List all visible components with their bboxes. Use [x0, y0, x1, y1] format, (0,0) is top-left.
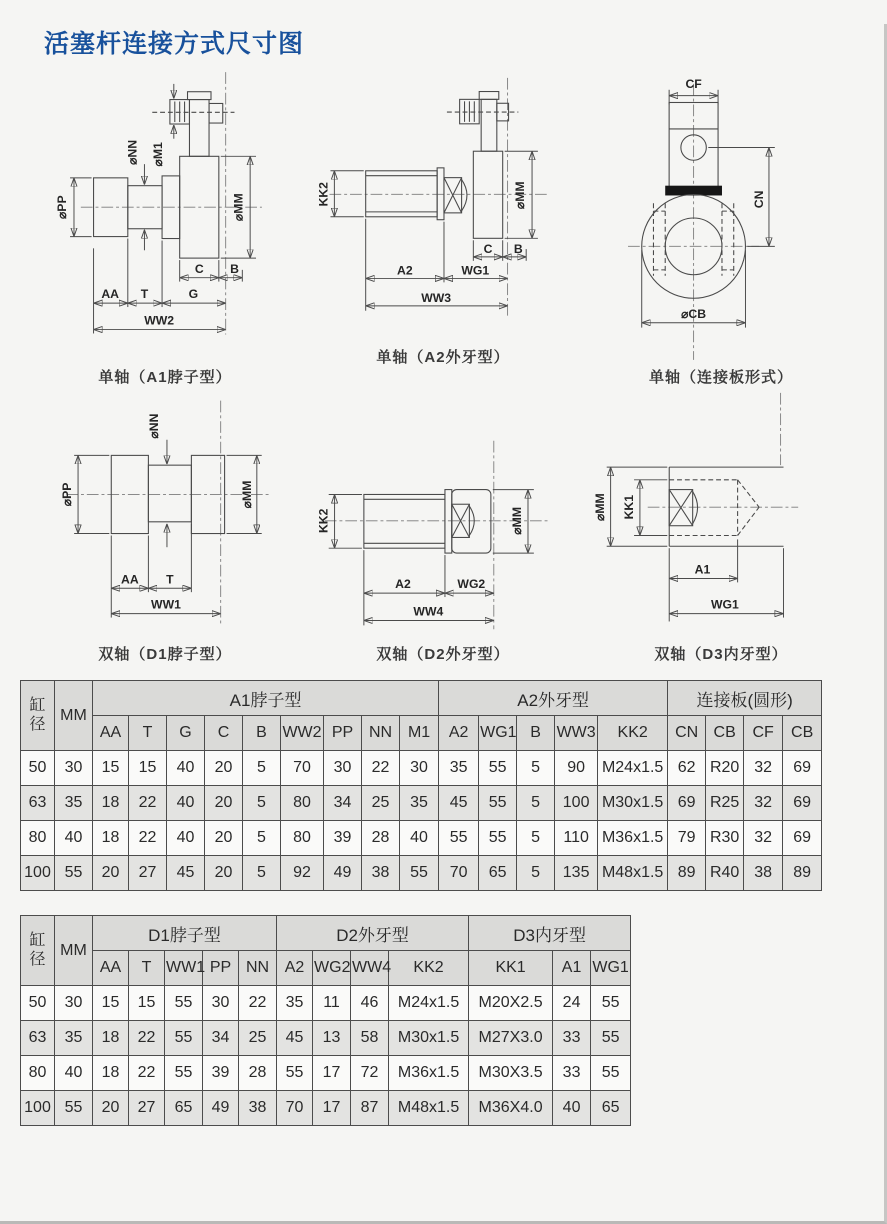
dim-label-mm: ⌀MM — [231, 193, 246, 222]
table-cell: 89 — [783, 856, 822, 891]
table-cell: 30 — [55, 751, 93, 786]
table-cell: 45 — [439, 786, 479, 821]
table-cell: 33 — [553, 1021, 591, 1056]
table-cell: 45 — [277, 1021, 313, 1056]
table-cell: 80 — [281, 821, 324, 856]
dim-label-nn: ⌀NN — [147, 413, 162, 439]
table-cell: 69 — [783, 821, 822, 856]
diagram-double-d3-internal — [582, 387, 860, 664]
column-header: CN — [668, 716, 706, 751]
table-cell: M36x1.5 — [389, 1056, 469, 1091]
table-cell: M36x1.5 — [598, 821, 668, 856]
table-cell: 5 — [243, 786, 281, 821]
dim-label-mm: ⌀MM — [513, 181, 528, 210]
group-header: D3内牙型 — [469, 916, 631, 951]
table-cell: M20X2.5 — [469, 986, 553, 1021]
table-cell: 55 — [400, 856, 439, 891]
dim-label-cf: CF — [685, 76, 702, 91]
column-header: KK1 — [469, 951, 553, 986]
table-cell: 32 — [744, 786, 783, 821]
dimension-table-double-shaft — [20, 915, 631, 1126]
table-cell: 13 — [313, 1021, 351, 1056]
table-cell: M24x1.5 — [598, 751, 668, 786]
dim-label-wg1: WG1 — [461, 263, 490, 278]
column-header: NN — [239, 951, 277, 986]
table-cell: 80 — [281, 786, 324, 821]
table-cell: 65 — [591, 1091, 631, 1126]
table-cell: 5 — [243, 751, 281, 786]
dim-label-pp: ⌀PP — [60, 482, 75, 507]
table-cell: 20 — [205, 786, 243, 821]
table-cell: 5 — [517, 856, 555, 891]
column-header: PP — [203, 951, 239, 986]
group-header: 连接板(圆形) — [668, 681, 822, 716]
dim-label-ww4: WW4 — [413, 604, 444, 619]
dim-label-kk1: KK1 — [622, 494, 637, 520]
table-cell: M48x1.5 — [389, 1091, 469, 1126]
column-header: WG2 — [313, 951, 351, 986]
table-cell: 34 — [324, 786, 362, 821]
column-header: A1 — [553, 951, 591, 986]
table-row — [21, 856, 822, 891]
table-body — [21, 751, 822, 891]
column-header: AA — [93, 951, 129, 986]
table-cell: 17 — [313, 1056, 351, 1091]
column-header: C — [205, 716, 243, 751]
table-cell: 135 — [555, 856, 598, 891]
diagram-double-d1-neck — [26, 387, 304, 664]
table-cell: 5 — [243, 821, 281, 856]
dim-label-a1: A1 — [694, 562, 711, 577]
table-row — [21, 786, 822, 821]
diagram-caption: 双轴（D1脖子型） — [98, 646, 232, 663]
dim-label-aa: AA — [121, 572, 139, 587]
table-cell: 38 — [744, 856, 783, 891]
table-cell: 55 — [591, 1056, 631, 1091]
table-cell: M30X3.5 — [469, 1056, 553, 1091]
group-header: D1脖子型 — [93, 916, 277, 951]
diagram-single-a1-neck — [26, 70, 304, 387]
table-cell: 55 — [165, 1021, 203, 1056]
table-cell: 63 — [21, 786, 55, 821]
diagram-caption: 双轴（D3内牙型） — [654, 646, 788, 663]
column-header: WW1 — [165, 951, 203, 986]
header-bore-diameter: 缸径 — [21, 681, 55, 751]
column-header: CF — [744, 716, 783, 751]
column-header: T — [129, 716, 167, 751]
table-cell: 46 — [351, 986, 389, 1021]
table-cell: 20 — [93, 856, 129, 891]
dim-label-ww1: WW1 — [151, 597, 181, 612]
table-cell: 27 — [129, 1091, 165, 1126]
table-cell: 15 — [129, 986, 165, 1021]
column-header: KK2 — [389, 951, 469, 986]
technical-drawing-a2 — [305, 70, 581, 344]
column-header: B — [517, 716, 555, 751]
table-cell: 22 — [129, 1021, 165, 1056]
column-header: WW3 — [555, 716, 598, 751]
table-cell: 18 — [93, 821, 129, 856]
table-cell: M30x1.5 — [389, 1021, 469, 1056]
page-title: 活塞杆连接方式尺寸图 — [44, 30, 305, 58]
dim-label-kk2: KK2 — [316, 182, 331, 207]
column-header: CB — [706, 716, 744, 751]
table-cell: 24 — [553, 986, 591, 1021]
table-cell: 22 — [362, 751, 400, 786]
table-cell: M30x1.5 — [598, 786, 668, 821]
table-cell: 22 — [129, 786, 167, 821]
dim-label-wg2: WG2 — [457, 577, 486, 592]
table-cell: R25 — [706, 786, 744, 821]
table-cell: M27X3.0 — [469, 1021, 553, 1056]
group-header: A1脖子型 — [93, 681, 439, 716]
header-mm: MM — [55, 916, 93, 986]
table-cell: 55 — [55, 856, 93, 891]
diagram-grid — [26, 70, 860, 664]
dim-label-b: B — [230, 261, 239, 276]
dimension-table-single-shaft — [20, 680, 822, 891]
table-cell: 55 — [55, 1091, 93, 1126]
table-cell: 5 — [517, 786, 555, 821]
diagram-caption: 单轴（A1脖子型） — [98, 369, 232, 386]
table-body — [21, 986, 631, 1126]
diagram-caption: 单轴（A2外牙型） — [376, 349, 510, 366]
table-cell: 80 — [21, 1056, 55, 1091]
table-cell: 35 — [400, 786, 439, 821]
dim-label-b: B — [513, 241, 523, 256]
table-cell: 15 — [93, 986, 129, 1021]
table-cell: M48x1.5 — [598, 856, 668, 891]
dim-label-c: C — [483, 241, 493, 256]
table-cell: 39 — [203, 1056, 239, 1091]
column-header: B — [243, 716, 281, 751]
column-header: WW2 — [281, 716, 324, 751]
table-cell: 72 — [351, 1056, 389, 1091]
table-cell: 70 — [277, 1091, 313, 1126]
column-header: KK2 — [598, 716, 668, 751]
table-cell: 79 — [668, 821, 706, 856]
table-cell: 28 — [362, 821, 400, 856]
column-header: WG1 — [479, 716, 517, 751]
column-header: NN — [362, 716, 400, 751]
table-cell: 69 — [783, 751, 822, 786]
table-cell: R20 — [706, 751, 744, 786]
diagram-single-plate — [582, 70, 860, 387]
table-cell: 100 — [21, 1091, 55, 1126]
dim-label-mm: ⌀MM — [592, 493, 607, 522]
dim-label-kk2: KK2 — [316, 508, 331, 534]
dim-label-wg1: WG1 — [711, 597, 739, 612]
column-header: CB — [783, 716, 822, 751]
table-cell: 55 — [591, 1021, 631, 1056]
table-row — [21, 986, 631, 1021]
table-cell: 28 — [239, 1056, 277, 1091]
table-cell: 50 — [21, 751, 55, 786]
table-cell: 30 — [55, 986, 93, 1021]
table-cell: 89 — [668, 856, 706, 891]
table-cell: 5 — [243, 856, 281, 891]
table-cell: 15 — [93, 751, 129, 786]
table-cell: 18 — [93, 786, 129, 821]
dim-label-m1: ⌀M1 — [151, 142, 166, 167]
table-row — [21, 751, 822, 786]
table-cell: 30 — [400, 751, 439, 786]
diagram-caption: 双轴（D2外牙型） — [376, 646, 510, 663]
table-cell: 49 — [203, 1091, 239, 1126]
technical-drawing-plate — [583, 70, 859, 364]
group-header: D2外牙型 — [277, 916, 469, 951]
column-header: PP — [324, 716, 362, 751]
table-cell: 35 — [277, 986, 313, 1021]
table-cell: 40 — [167, 786, 205, 821]
table-cell: 90 — [555, 751, 598, 786]
header-mm: MM — [55, 681, 93, 751]
table-cell: 62 — [668, 751, 706, 786]
table-cell: 100 — [21, 856, 55, 891]
table-cell: 69 — [668, 786, 706, 821]
column-header: WG1 — [591, 951, 631, 986]
dim-label-c: C — [194, 261, 204, 276]
table-cell: 65 — [479, 856, 517, 891]
table-cell: 92 — [281, 856, 324, 891]
technical-drawing-d1 — [27, 387, 303, 641]
dim-label-mm: ⌀MM — [239, 480, 254, 509]
column-header: T — [129, 951, 165, 986]
table-row — [21, 1091, 631, 1126]
table-cell: 40 — [167, 751, 205, 786]
table-cell: 38 — [239, 1091, 277, 1126]
table-cell: 55 — [591, 986, 631, 1021]
dim-label-aa: AA — [101, 287, 120, 302]
dim-label-a2: A2 — [397, 263, 413, 278]
table-cell: 20 — [93, 1091, 129, 1126]
table-cell: 55 — [479, 786, 517, 821]
dim-label-ww2: WW2 — [144, 313, 175, 328]
table-cell: 55 — [479, 751, 517, 786]
column-header: G — [167, 716, 205, 751]
dim-label-cn: CN — [752, 190, 767, 209]
column-header: A2 — [277, 951, 313, 986]
table-cell: R30 — [706, 821, 744, 856]
table-cell: 40 — [167, 821, 205, 856]
table-cell: 40 — [55, 1056, 93, 1091]
table-cell: 55 — [439, 821, 479, 856]
table-cell: 15 — [129, 751, 167, 786]
table-cell: 32 — [744, 821, 783, 856]
column-header: A2 — [439, 716, 479, 751]
diagram-caption: 单轴（连接板形式） — [648, 369, 793, 386]
table-cell: 20 — [205, 821, 243, 856]
table-cell: M36X4.0 — [469, 1091, 553, 1126]
table-cell: 40 — [553, 1091, 591, 1126]
dim-label-a2: A2 — [395, 577, 411, 592]
table-cell: 22 — [129, 1056, 165, 1091]
table-row — [21, 821, 822, 856]
table-cell: 55 — [277, 1056, 313, 1091]
dim-label-t: T — [140, 287, 149, 302]
table-cell: 40 — [400, 821, 439, 856]
table-cell: 35 — [55, 786, 93, 821]
dim-label-nn: ⌀NN — [125, 139, 140, 165]
diagram-double-d2-thread — [304, 387, 582, 664]
diagram-single-a2-thread — [304, 70, 582, 387]
dim-label-pp: ⌀PP — [55, 195, 70, 220]
table-cell: 38 — [362, 856, 400, 891]
table-row — [21, 1021, 631, 1056]
column-header: WW4 — [351, 951, 389, 986]
table-cell: 58 — [351, 1021, 389, 1056]
table-cell: 18 — [93, 1021, 129, 1056]
dim-label-t: T — [166, 572, 174, 587]
table-cell: 25 — [362, 786, 400, 821]
table-cell: 22 — [239, 986, 277, 1021]
header-bore-diameter: 缸径 — [21, 916, 55, 986]
technical-drawing-d3 — [583, 387, 859, 641]
table-cell: 20 — [205, 751, 243, 786]
table-cell: 22 — [129, 821, 167, 856]
table-cell: 30 — [324, 751, 362, 786]
technical-drawing-a1 — [27, 70, 303, 364]
table-cell: 45 — [167, 856, 205, 891]
table-cell: 39 — [324, 821, 362, 856]
dim-label-mm: ⌀MM — [510, 506, 525, 535]
table-row — [21, 1056, 631, 1091]
table-cell: 25 — [239, 1021, 277, 1056]
table-cell: 17 — [313, 1091, 351, 1126]
table-cell: 87 — [351, 1091, 389, 1126]
table-cell: 70 — [439, 856, 479, 891]
table-cell: 35 — [55, 1021, 93, 1056]
table-cell: 18 — [93, 1056, 129, 1091]
table-cell: 65 — [165, 1091, 203, 1126]
table-cell: 50 — [21, 986, 55, 1021]
dim-label-cb: ⌀CB — [681, 306, 707, 321]
table-cell: 5 — [517, 821, 555, 856]
table-cell: 55 — [479, 821, 517, 856]
table-cell: R40 — [706, 856, 744, 891]
table-cell: 55 — [165, 1056, 203, 1091]
table-cell: 27 — [129, 856, 167, 891]
column-header: M1 — [400, 716, 439, 751]
table-cell: 49 — [324, 856, 362, 891]
table-cell: 11 — [313, 986, 351, 1021]
table-cell: 70 — [281, 751, 324, 786]
dim-label-ww3: WW3 — [421, 290, 452, 305]
column-header: AA — [93, 716, 129, 751]
table-cell: 30 — [203, 986, 239, 1021]
table-cell: 110 — [555, 821, 598, 856]
drawing-lines — [66, 401, 269, 624]
table-cell: 40 — [55, 821, 93, 856]
technical-drawing-d2 — [305, 387, 581, 641]
table-cell: 35 — [439, 751, 479, 786]
group-header: A2外牙型 — [439, 681, 668, 716]
table-cell: 5 — [517, 751, 555, 786]
table-cell: M24x1.5 — [389, 986, 469, 1021]
table-cell: 69 — [783, 786, 822, 821]
table-cell: 80 — [21, 821, 55, 856]
table-cell: 63 — [21, 1021, 55, 1056]
table-cell: 20 — [205, 856, 243, 891]
table-cell: 34 — [203, 1021, 239, 1056]
dim-label-g: G — [188, 287, 199, 302]
table-cell: 33 — [553, 1056, 591, 1091]
table-cell: 32 — [744, 751, 783, 786]
table-cell: 55 — [165, 986, 203, 1021]
table-cell: 100 — [555, 786, 598, 821]
